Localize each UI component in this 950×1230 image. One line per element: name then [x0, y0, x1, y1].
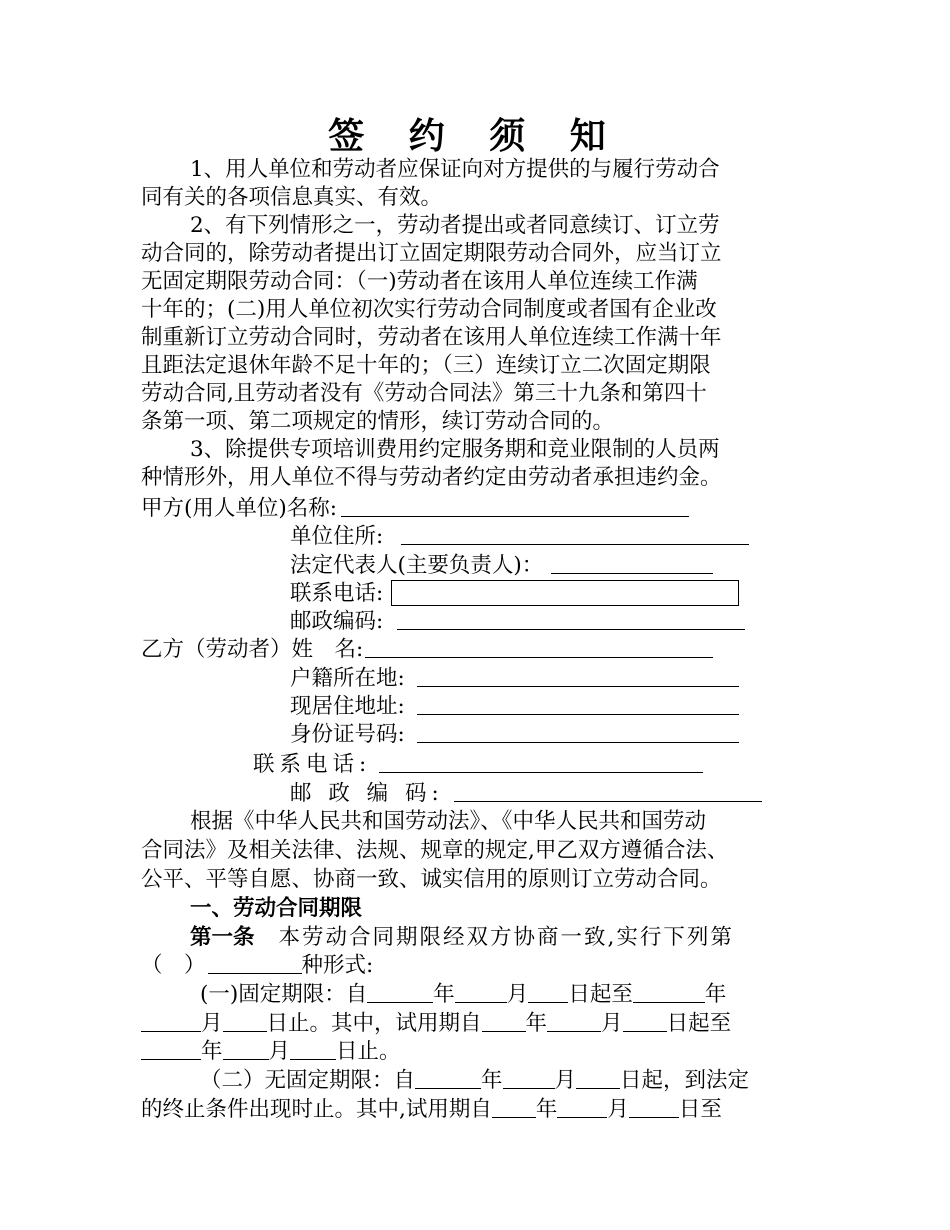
party-b-name-row [141, 636, 713, 664]
party-b-id-blank[interactable] [417, 722, 739, 743]
note-2-line-3: 无固定期限劳动合同：（一)劳动者在该用人单位连续工作满 [141, 269, 698, 294]
day-end-short-text: 日止。 [336, 1039, 401, 1064]
party-b-name-blank[interactable] [365, 637, 713, 658]
day-from-to-text: 日起至 [568, 982, 633, 1007]
probation-start-month-blank[interactable] [547, 1011, 601, 1032]
fixed-end-month-blank[interactable] [141, 1011, 201, 1032]
probation-end-year-blank[interactable] [141, 1039, 201, 1060]
note-2-line-4: 十年的；(二)用人单位初次实行劳动合同制度或者国有企业改 [141, 297, 717, 322]
party-a-phone-field[interactable] [391, 580, 739, 606]
fixed-term-line-1 [200, 981, 726, 1009]
note-3-line-1: 3、除提供专项培训费用约定服务期和竞业限制的人员两 [190, 437, 720, 462]
party-b-hukou-label: 户籍所在地: [290, 666, 405, 691]
day-end-text: 日止。其中，试用期自 [266, 1011, 482, 1036]
party-b-postcode-blank[interactable] [454, 781, 762, 802]
open-probation-day-blank[interactable] [629, 1097, 679, 1118]
month-text: 月 [607, 1097, 629, 1122]
preamble-line-2: 合同法》及相关法律、法规、规章的规定,甲乙双方遵循合法、 [141, 838, 729, 863]
party-a-address-blank[interactable] [401, 524, 749, 545]
fixed-term-line-3 [141, 1038, 401, 1066]
year-text: 年 [525, 1011, 548, 1036]
open-start-year-blank[interactable] [415, 1068, 481, 1089]
article-1-form-text: 种形式: [301, 953, 374, 978]
article-1-line-1 [190, 924, 734, 952]
party-a-rep-blank[interactable] [551, 553, 713, 574]
fixed-start-day-blank[interactable] [528, 982, 568, 1003]
probation-start-day-blank[interactable] [623, 1011, 667, 1032]
party-b-id-label: 身份证号码: [290, 722, 405, 747]
article-1-paren: （ ） [141, 953, 206, 978]
open-probation-month-blank[interactable] [557, 1097, 607, 1118]
note-2-line-2: 动合同的，除劳动者提出订立固定期限劳动合同外，应当订立 [141, 241, 722, 266]
article-1-label: 第一条 [190, 925, 255, 950]
party-a-name-blank[interactable] [341, 496, 689, 517]
party-a-address-row [290, 523, 749, 551]
note-2-line-1: 2、有下列情形之一，劳动者提出或者同意续订、订立劳 [190, 213, 720, 238]
open-probation-year-blank[interactable] [492, 1097, 536, 1118]
section-1-heading: 一、劳动合同期限 [190, 896, 363, 921]
party-b-residence-blank[interactable] [417, 694, 739, 715]
open-term-line-2-text: 的终止条件出现时止。其中,试用期自 [141, 1097, 492, 1122]
month-text: 月 [506, 982, 529, 1007]
party-a-postcode-label: 邮政编码: [290, 609, 384, 634]
note-1-line-1: 1、用人单位和劳动者应保证向对方提供的与履行劳动合 [190, 157, 720, 182]
party-b-phone-blank[interactable] [379, 752, 703, 773]
preamble-line-3: 公平、平等自愿、协商一致、诚实信用的原则订立劳动合同。 [141, 867, 722, 892]
party-a-phone-row [290, 580, 739, 608]
party-b-postcode-row [290, 780, 762, 808]
note-1-line-2: 同有关的各项信息真实、有效。 [141, 185, 443, 210]
party-b-name-label: 乙方（劳动者）姓 名: [141, 637, 364, 662]
party-a-phone-label: 联系电话: [290, 581, 384, 606]
open-term-line-1 [200, 1067, 749, 1095]
party-a-name-label: 甲方(用人单位)名称: [141, 496, 338, 521]
month-text: 月 [554, 1068, 577, 1093]
party-b-id-row [290, 721, 739, 749]
party-a-rep-row [290, 552, 713, 580]
fixed-start-year-blank[interactable] [367, 982, 433, 1003]
open-start-month-blank[interactable] [503, 1068, 555, 1089]
party-b-phone-label: 联系电话: [253, 752, 372, 777]
fixed-end-year-blank[interactable] [633, 982, 705, 1003]
party-b-phone-row [253, 751, 703, 779]
day-from-to-text: 日起至 [666, 1011, 732, 1036]
probation-end-month-blank[interactable] [223, 1039, 269, 1060]
note-2-line-5: 制重新订立劳动合同时，劳动者在该用人单位连续工作满十年 [141, 325, 722, 350]
party-b-hukou-blank[interactable] [417, 666, 739, 687]
party-a-address-label: 单位住所: [290, 524, 384, 549]
month-text: 月 [201, 1011, 223, 1036]
article-1-text: 本劳动合同期限经双方协商一致,实行下列第 [278, 925, 734, 950]
year-text: 年 [535, 1097, 558, 1122]
day-to-text: 日至 [678, 1097, 722, 1122]
party-b-residence-row [290, 693, 739, 721]
day-to-legal-text: 日起，到法定 [620, 1068, 750, 1093]
probation-end-day-blank[interactable] [290, 1039, 336, 1060]
party-b-hukou-row [290, 665, 739, 693]
year-text: 年 [201, 1039, 223, 1064]
open-start-day-blank[interactable] [576, 1068, 620, 1089]
article-1-line-2 [141, 952, 373, 980]
note-2-line-8: 条第一项、第二项规定的情形，续订劳动合同的。 [141, 409, 615, 434]
note-2-line-6: 且距法定退休年龄不足十年的；（三）连续订立二次固定期限 [141, 353, 711, 378]
month-text: 月 [601, 1011, 623, 1036]
party-a-rep-label: 法定代表人(主要负责人)： [290, 553, 544, 578]
probation-start-year-blank[interactable] [482, 1011, 526, 1032]
year-text: 年 [704, 982, 727, 1007]
note-2-line-7: 劳动合同,且劳动者没有《劳动合同法》第三十九条和第四十 [141, 381, 707, 406]
note-3-line-2: 种情形外，用人单位不得与劳动者约定由劳动者承担违约金。 [141, 465, 722, 490]
fixed-end-day-blank[interactable] [223, 1011, 267, 1032]
party-a-postcode-row [290, 608, 745, 636]
fixed-term-label: (一)固定期限：自 [200, 982, 368, 1007]
fixed-start-month-blank[interactable] [455, 982, 507, 1003]
preamble-line-1: 根据《中华人民共和国劳动法》、《中华人民共和国劳动 [190, 809, 707, 834]
party-a-name-row [141, 495, 689, 523]
article-1-form-blank[interactable] [208, 953, 302, 974]
year-text: 年 [433, 982, 455, 1007]
fixed-term-line-2 [141, 1010, 731, 1038]
year-text: 年 [481, 1068, 503, 1093]
month-text: 月 [268, 1039, 291, 1064]
page-title: 签 约 须 知 [328, 115, 622, 157]
party-a-postcode-blank[interactable] [397, 609, 745, 630]
open-term-label: （二）无固定期限：自 [200, 1068, 416, 1093]
party-b-residence-label: 现居住地址: [290, 694, 405, 719]
open-term-line-2 [141, 1096, 722, 1124]
party-b-postcode-label: 邮 政 编 码: [290, 781, 444, 806]
